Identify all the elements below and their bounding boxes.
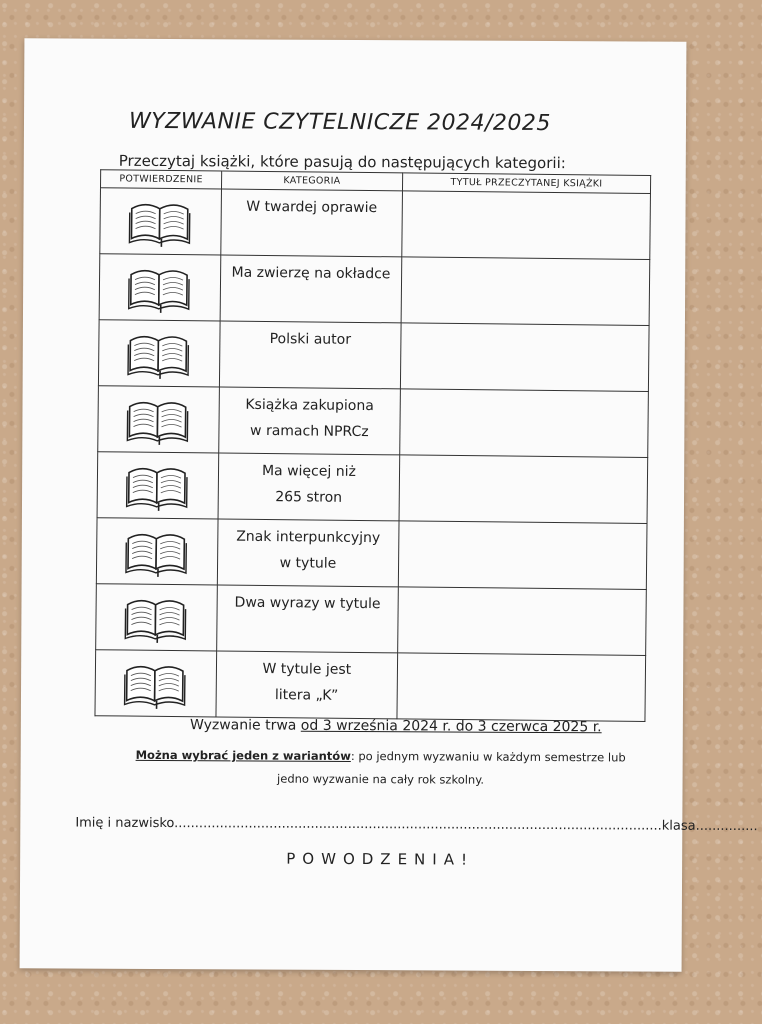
open-book-icon xyxy=(125,262,196,313)
confirmation-cell[interactable] xyxy=(99,254,221,321)
table-row xyxy=(95,650,646,722)
category-line-1: Polski autor xyxy=(269,331,352,348)
category-cell xyxy=(219,387,401,455)
category-line-1: W tytule jest xyxy=(262,660,352,678)
category-line-1: Ma zwierzę na okładce xyxy=(231,264,391,283)
confirmation-cell[interactable] xyxy=(98,386,220,453)
page-title: WYZWANIE CZYTELNICZE 2024/2025 xyxy=(128,108,552,137)
variants-description: : po jednym wyzwaniu w każdym semestrze lub xyxy=(350,748,626,765)
category-line-1: Znak interpunkcyjny xyxy=(236,528,381,547)
book-title-cell[interactable] xyxy=(398,521,647,590)
duration-text xyxy=(116,717,676,736)
category-cell xyxy=(220,255,402,323)
variants-text xyxy=(81,744,681,793)
category-cell xyxy=(221,189,403,257)
category-line-1: W twardej oprawie xyxy=(246,198,378,217)
header-category: KATEGORIA xyxy=(221,171,402,191)
open-book-icon xyxy=(123,394,194,445)
table-row xyxy=(96,584,647,656)
variants-label: Można wybrać jeden z wariantów xyxy=(135,747,351,763)
table-row xyxy=(100,188,651,260)
category-line-2: litera „K” xyxy=(274,687,339,704)
category-line-1: Dwa wyrazy w tytule xyxy=(234,594,381,613)
confirmation-cell[interactable] xyxy=(98,320,220,387)
category-line-1: Książka zakupiona xyxy=(245,396,374,415)
open-book-icon xyxy=(121,592,192,643)
confirmation-cell[interactable] xyxy=(95,650,217,717)
book-title-cell[interactable] xyxy=(399,455,648,524)
confirmation-cell[interactable] xyxy=(96,584,218,651)
name-field[interactable]: ...................................................................................................................... xyxy=(174,816,662,834)
category-line-1: Ma więcej niż xyxy=(261,462,356,480)
category-line-2: 265 stron xyxy=(275,489,343,506)
confirmation-cell[interactable] xyxy=(97,452,219,519)
category-cell xyxy=(216,651,398,719)
class-label: klasa xyxy=(661,818,696,834)
worksheet-paper xyxy=(20,38,758,971)
closing-text: POWODZENIA! xyxy=(286,849,475,869)
class-field[interactable]: ............... xyxy=(695,818,758,835)
challenge-table xyxy=(94,169,651,722)
table-row xyxy=(99,254,650,326)
variants-description-2: jedno wyzwanie na cały rok szkolny. xyxy=(277,771,485,787)
category-line-2: w ramach NPRCz xyxy=(250,422,369,441)
book-title-cell[interactable] xyxy=(400,389,649,458)
category-cell xyxy=(219,321,401,389)
header-book-title: TYTUŁ PRZECZYTANEJ KSIĄŻKI xyxy=(402,173,650,194)
table-row xyxy=(98,386,649,458)
book-title-cell[interactable] xyxy=(397,653,646,722)
category-line-2: w tytule xyxy=(279,555,337,572)
open-book-icon xyxy=(121,658,192,709)
book-title-cell[interactable] xyxy=(402,191,651,260)
table-row xyxy=(96,518,647,590)
duration-dates: od 3 września 2024 r. do 3 czerwca 2025 r. xyxy=(300,717,602,736)
header-confirmation: POTWIERDZENIE xyxy=(100,170,221,189)
open-book-icon xyxy=(124,328,195,379)
category-cell xyxy=(217,519,399,587)
confirmation-cell[interactable] xyxy=(100,188,222,255)
book-title-cell[interactable] xyxy=(401,257,650,326)
instructions: Przeczytaj książki, które pasują do następujących kategorii: xyxy=(118,151,566,173)
book-title-cell[interactable] xyxy=(398,587,647,656)
duration-prefix: Wyzwanie trwa xyxy=(189,717,301,734)
name-label: Imię i nazwisko xyxy=(75,815,175,832)
table-row xyxy=(98,320,649,392)
category-cell xyxy=(217,585,399,653)
open-book-icon xyxy=(123,460,194,511)
table-row xyxy=(97,452,648,524)
category-cell xyxy=(218,453,400,521)
name-class-row xyxy=(75,815,758,835)
book-title-cell[interactable] xyxy=(400,323,649,392)
open-book-icon xyxy=(125,196,196,247)
confirmation-cell[interactable] xyxy=(96,518,218,585)
open-book-icon xyxy=(122,526,193,577)
